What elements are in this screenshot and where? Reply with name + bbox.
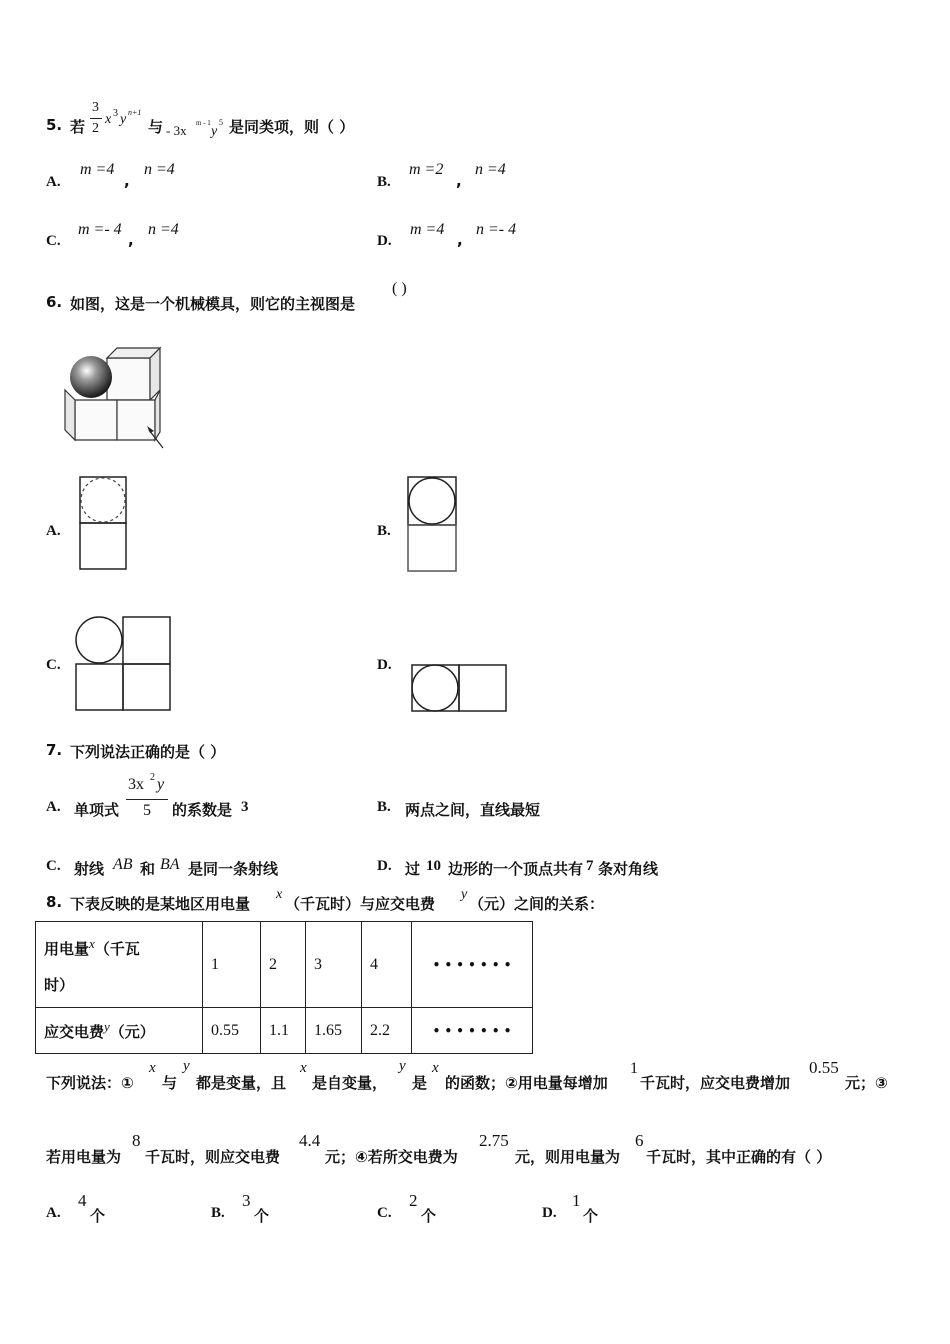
q7-option-a-frac-num: 3x [128,776,144,793]
q5-option-a-v2: n =4 [144,161,175,178]
q8-s2-n1: 8 [132,1131,141,1150]
q8-s2-b: 千瓦时，则应交电费 [145,1148,281,1166]
x-value-cell: 4 [362,922,412,1008]
q8-intro-y: y [461,887,468,902]
q5-option-b-sep: , [456,172,462,190]
q8-s1-x2: x [300,1060,307,1076]
q7-option-b-letter: B. [377,799,391,815]
q5-option-c-sep: , [128,231,134,249]
q5-option-d-letter: D. [377,233,392,249]
q5-option-c-v2: n =4 [148,221,179,238]
q6-paren: ( ) [392,280,407,297]
q6-option-b-figure [406,475,460,573]
q7-option-a-post: 的系数是 [172,801,233,819]
q5-frac-num: 3 [92,100,99,115]
q7-option-d-post: 条对角线 [598,860,659,878]
q7-option-a-pre: 单项式 [74,801,120,819]
q5-tail: 是同类项，则（ ） [229,118,355,136]
q6-text: 如图，这是一个机械模具，则它的主视图是 [70,295,356,313]
q7-option-d-mid: 边形的一个顶点共有 [448,860,584,878]
q8-s2-c: 元；④若所交电费为 [325,1148,458,1166]
row2-label-y: y [104,1019,110,1034]
q8-option-b-unit: 个 [254,1207,270,1225]
q6-option-b-letter: B. [377,523,391,539]
q5-term1-y: y [120,112,127,127]
y-ellipsis-cell: • • • • • • • [412,1008,533,1054]
q8-option-b-n: 3 [242,1191,251,1210]
q8-s2-n2: 4.4 [299,1131,321,1150]
q8-intro-mid: （千瓦时）与应交电费 [285,895,436,913]
q7-option-c-pre: 射线 [74,860,105,878]
row2-label-a: 应交电费 [44,1023,105,1041]
q8-option-d-letter: D. [542,1205,557,1221]
row1-label-a: 用电量 [44,940,90,958]
row1-label [36,922,203,1008]
q5-option-d-sep: , [457,231,463,249]
q8-option-a-n: 4 [78,1191,87,1210]
q8-s1-d: 的函数；②用电量每增加 [445,1074,608,1092]
y-value-cell: 1.65 [306,1008,362,1054]
q7-option-a-letter: A. [46,799,61,815]
q5-option-c-letter: C. [46,233,61,249]
q8-intro-pre: 下表反映的是某地区用电量 [70,895,251,913]
q8-option-c-unit: 个 [421,1207,437,1225]
q5-term2-yexp: 5 [219,118,223,127]
q8-intro-x: x [276,887,283,902]
q7-option-b-text: 两点之间，直线最短 [405,801,541,819]
q8-s1-pre: 下列说法：① [46,1074,134,1092]
x-ellipsis-cell: • • • • • • • [412,922,533,1008]
x-value-cell: 3 [306,922,362,1008]
q5-number: 5. [46,116,63,134]
row2-label [36,1008,203,1054]
q5-lead: 若 [70,118,86,136]
electricity-table [35,921,533,1054]
mold-illustration [55,340,175,455]
q5-term2-y: y [211,124,218,139]
q5-option-b-v2: n =4 [475,161,506,178]
q8-s2-d: 元，则用电量为 [515,1148,621,1166]
q8-s2-n4: 6 [635,1131,644,1150]
q6-option-c-letter: C. [46,657,61,673]
q8-intro-post: （元）之间的关系： [469,895,605,913]
q8-s1-x3: x [432,1060,439,1076]
q8-s1-c: 是 [412,1074,428,1092]
q8-s1-n1: 1 [630,1060,638,1077]
q8-option-a-unit: 个 [90,1207,106,1225]
q7-option-a-val: 3 [241,799,249,815]
q6-option-a-figure [78,475,130,573]
q5-option-d-v2: n =- 4 [476,221,517,238]
x-value-cell: 1 [203,922,261,1008]
y-value-cell: 2.2 [362,1008,412,1054]
q8-option-c-letter: C. [377,1205,392,1221]
q8-s1-e: 千瓦时，应交电费增加 [640,1074,791,1092]
q7-option-d-n2: 7 [586,858,594,874]
q8-s1-b: 是自变量， [312,1074,388,1092]
q5-frac-bar [90,118,102,119]
q7-option-c-ba: BA [160,856,180,873]
q5-term2-coef: - 3x [166,123,187,138]
q7-option-a-frac-exp: 2 [150,772,155,783]
q6-option-d-letter: D. [377,657,392,673]
q7-option-c-ab: AB [113,856,133,873]
table-row [36,1008,533,1054]
q7-option-d-letter: D. [377,858,392,874]
q8-number: 8. [46,893,63,911]
q8-s1-x1: x [149,1060,156,1076]
q7-option-d-pre: 过 [405,860,421,878]
q7-option-a-frac-den: 5 [143,802,151,819]
table-row [36,922,533,1008]
q8-s2-e: 千瓦时，其中正确的有（ ） [646,1148,832,1166]
row2-label-b: （元） [109,1023,155,1041]
q8-s1-y2: y [399,1058,406,1074]
q8-s1-f: 元；③ [845,1074,888,1092]
q8-option-d-n: 1 [572,1191,581,1210]
x-value-cell: 2 [261,922,306,1008]
q5-option-a-sep: , [124,172,130,190]
row1-label-b: （千瓦 [94,940,140,958]
q7-option-a-frac-bar [126,799,168,800]
sphere [70,356,112,398]
q8-s2-n3: 2.75 [479,1131,509,1150]
q5-term1-x: x [105,112,112,127]
q5-option-a-v1: m =4 [80,161,115,178]
q7-option-d-n1: 10 [426,858,441,874]
row1-label-c: 时） [44,976,75,994]
q5-option-a-letter: A. [46,174,61,190]
q5-option-b-v1: m =2 [409,161,444,178]
q5-connector: 与 [148,118,164,136]
row1-label-x: x [89,936,95,951]
q8-s1-y1: y [183,1058,190,1074]
q5-term1-xexp: 3 [113,108,118,119]
q8-s2-a: 若用电量为 [46,1148,122,1166]
q5-frac-den: 2 [92,121,99,136]
q8-option-c-n: 2 [409,1191,418,1210]
q7-text: 下列说法正确的是（ ） [70,743,226,761]
q6-option-c-figure [74,615,174,713]
q6-option-a-letter: A. [46,523,61,539]
q7-option-a-frac-y: y [157,776,165,793]
q5-option-b-letter: B. [377,174,391,190]
q5-term1-yexp: n+1 [128,108,142,117]
y-value-cell: 0.55 [203,1008,261,1054]
q7-number: 7. [46,741,63,759]
q8-option-a-letter: A. [46,1205,61,1221]
q7-option-c-post: 是同一条射线 [188,860,279,878]
q8-s1-yu: 与 [162,1074,178,1092]
q6-option-d-figure [410,662,510,714]
q5-term2-xexp: m - 1 [196,119,211,127]
q5-option-d-v1: m =4 [410,221,445,238]
q7-option-c-letter: C. [46,858,61,874]
q8-s1-n2: 0.55 [809,1058,839,1077]
q8-option-b-letter: B. [211,1205,225,1221]
y-value-cell: 1.1 [261,1008,306,1054]
q6-number: 6. [46,293,63,311]
q7-option-c-mid: 和 [140,860,156,878]
q8-option-d-unit: 个 [583,1207,599,1225]
q8-s1-a: 都是变量，且 [196,1074,287,1092]
q5-option-c-v1: m =- 4 [78,221,122,238]
